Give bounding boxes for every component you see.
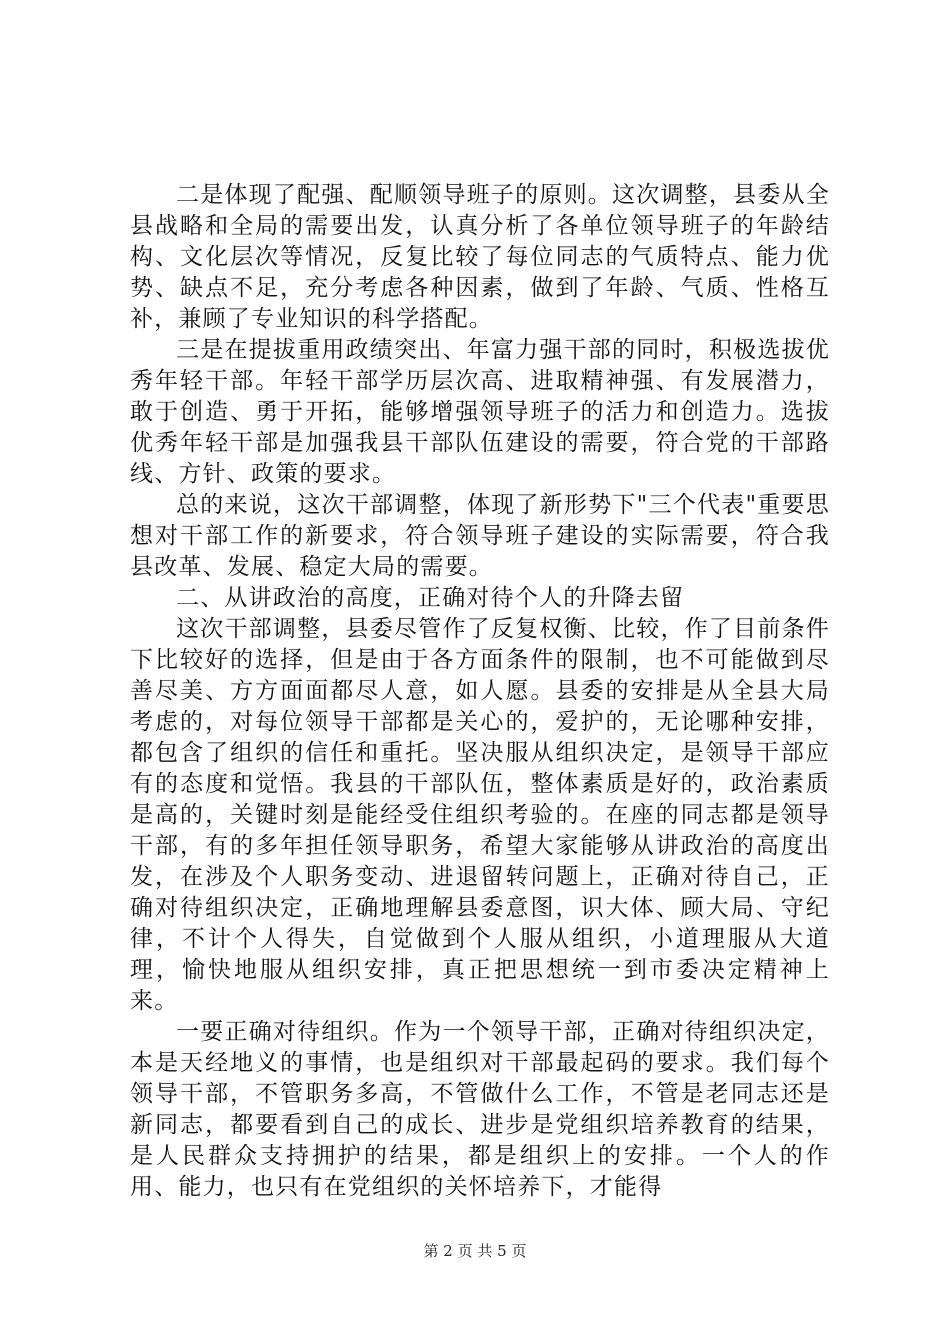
body-text bbox=[130, 180, 830, 1203]
paragraph-principle-three: 三是在提拔重用政绩突出、年富力强干部的同时，积极选拔优秀年轻干部。年轻干部学历层次高、进取精神强、有发展潜力，敢于创造、勇于开拓，能够增强领导班子的活力和创造力。选拔优秀年轻干部是加强我县干部队伍建设的需要，符合党的干部路线、方针、政策的要求。 bbox=[130, 337, 830, 487]
paragraph-summary: 总的来说，这次干部调整，体现了新形势下"三个代表"重要思想对干部工作的新要求，符合领导班子建设的实际需要，符合我县改革、发展、稳定大局的需要。 bbox=[130, 492, 830, 580]
page-footer: 第 2 页 共 5 页 bbox=[423, 1242, 527, 1260]
paragraph-adjustment: 这次干部调整，县委尽管作了反复权衡、比较，作了目前条件下比较好的选择，但是由于各方面条件的限制，也不可能做到尽善尽美、方方面面都尽人意，如人愿。县委的安排是从全县大局考虑的，对每位领导干部都是关心的，爱护的，无论哪种安排，都包含了组织的信任和重托。坚决服从组织决定，是领导干部应有的态度和觉悟。我县的干部队伍，整体素质是好的，政治素质是高的，关键时刻是能经受住组织考验的。在座的同志都是领导干部，有的多年担任领导职务，希望大家能够从讲政治的高度出发，在涉及个人职务变动、进退留转问题上，正确对待自己，正确对待组织决定，正确地理解县委意图，识大体、顾大局、守纪律，不计个人得失，自觉做到个人服从组织，小道理服从大道理，愉快地服从组织安排，真正把思想统一到市委决定精神上来。 bbox=[130, 616, 830, 1014]
paragraph-organization: 一要正确对待组织。作为一个领导干部，正确对待组织决定，本是天经地义的事情，也是组织对干部最起码的要求。我们每个领导干部，不管职务多高，不管做什么工作，不管是老同志还是新同志，都要看到自己的成长、进步是党组织培养教育的结果，是人民群众支持拥护的结果，都是组织上的安排。一个人的作用、能力，也只有在党组织的关怀培养下，才能得 bbox=[130, 1019, 830, 1200]
section-heading-two: 二、从讲政治的高度，正确对待个人的升降去留 bbox=[176, 585, 685, 611]
paragraph-principle-two: 二是体现了配强、配顺领导班子的原则。这次调整，县委从全县战略和全局的需要出发，认真分析了各单位领导班子的年龄结构、文化层次等情况，反复比较了每位同志的气质特点、能力优势、缺点不足，充分考虑各种因素，做到了年龄、气质、性格互补，兼顾了专业知识的科学搭配。 bbox=[130, 182, 830, 332]
